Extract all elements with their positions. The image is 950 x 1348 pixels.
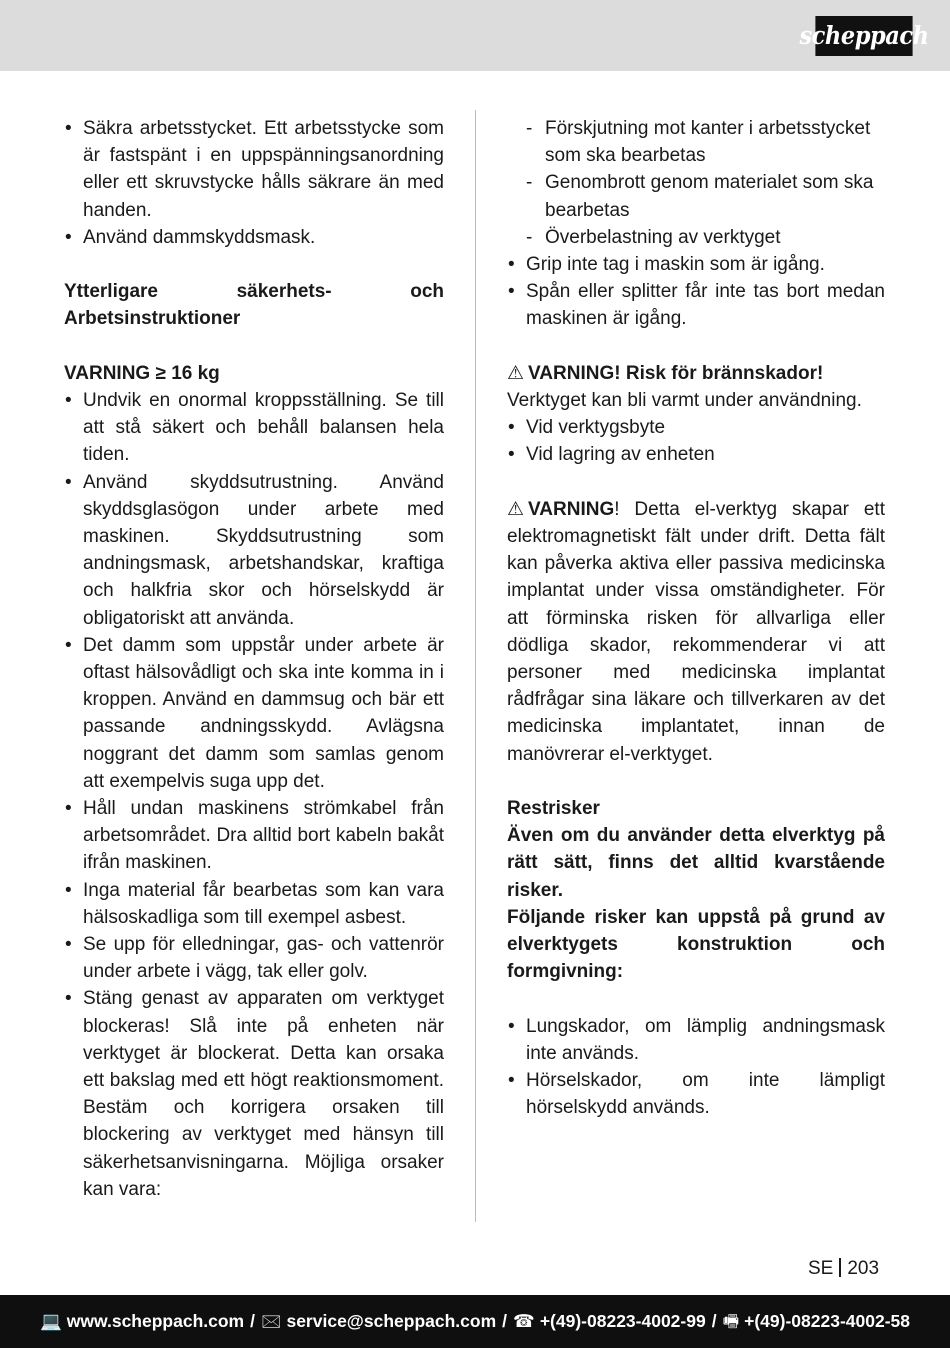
computer-icon: 💻 bbox=[39, 1310, 62, 1331]
residual-risks-causes: Följande risker kan uppstå på grund av elverktygets konstruktion och formgivning: bbox=[507, 906, 885, 983]
list-item: - Överbelastning av verktyget bbox=[525, 224, 885, 251]
list-item: • Använd dammskyddsmask. bbox=[64, 224, 444, 251]
phone-number[interactable]: +(49)-08223-4002-99 bbox=[539, 1310, 706, 1331]
footer-separator: / bbox=[250, 1310, 255, 1331]
residual-risks-list bbox=[507, 1013, 885, 1122]
footer-separator: / bbox=[711, 1310, 717, 1331]
em-warning-text: ! Detta el-verktyg skapar ett elektromagnetiskt fält under drift. Detta fält kan påverka aktiva eller passiva medicinska implantat under vissa omständigheter. För att förminska risken för allvarliga eller dödliga skador, rekommenderar vi att personer med medicinska implantat rådfrågar sina läkare och tillverkaren av det medicinska implantatet, innan de manövrerar el-verktyget. bbox=[507, 498, 885, 765]
website-link[interactable]: www.scheppach.com bbox=[66, 1310, 245, 1331]
scheppach-logo: scheppach bbox=[815, 16, 912, 56]
footer-contact-bar bbox=[0, 1295, 950, 1348]
residual-risks-heading: Restrisker bbox=[507, 798, 600, 820]
list-item: • Vid lagring av enheten bbox=[507, 441, 885, 468]
em-field-warning bbox=[507, 496, 885, 768]
residual-risks-intro: Även om du använder detta elverktyg på rätt sätt, finns det alltid kvarstående risker. bbox=[507, 825, 885, 901]
list-item: • Håll undan maskinens strömkabel från arbetsområdet. Dra alltid bort kabeln bakåt ifrån maskinen. bbox=[64, 795, 444, 877]
page-number bbox=[808, 1255, 879, 1282]
warning-triangle-icon: ⚠ bbox=[507, 498, 525, 520]
list-item: • Hörselskador, om inte lämpligt hörselskydd används. bbox=[507, 1067, 885, 1121]
em-warning-label: VARNING bbox=[528, 498, 615, 520]
list-item: • Stäng genast av apparaten om verktyget blockeras! Slå inte på enheten när verktyget är blockerat. Detta kan orsaka ett bakslag med ett högt reaktionsmoment. Bestäm och korrigera orsaken till blockering av verktyget med hänsyn till säkerhetsanvisningarna. Möjliga orsaker kan vara: bbox=[64, 985, 444, 1203]
list-item: • Spån eller splitter får inte tas bort medan maskinen är igång. bbox=[507, 278, 885, 332]
list-item: • Säkra arbetsstycket. Ett arbetsstycke som är fastspänt i en uppspänningsanordning eller ett skruvstycke hålls säkrare än med handen. bbox=[64, 115, 444, 224]
telephone-icon: ☎ bbox=[513, 1310, 535, 1331]
burn-warning-text: Verktyget kan bli varmt under användning. bbox=[507, 390, 862, 412]
list-item: • Det damm som uppstår under arbete är oftast hälsovådligt och ska inte komma in i kroppen. Använd en dammsug och bär ett passande andningsskydd. Avlägsna noggrant det damm som samlas genom att exempelvis suga upp det. bbox=[64, 632, 444, 795]
list-item: • Använd skyddsutrustning. Använd skyddsglasögon under arbete med maskinen. Skyddsutrustning som andningsmask, arbetshandskar, kraftiga och halkfria skor och hörselskydd är obligatoriskt att använda. bbox=[64, 469, 444, 632]
list-item: • Undvik en onormal kroppsställning. Se till att stå säkert och behåll balansen hela tiden. bbox=[64, 387, 444, 469]
list-item: • Lungskador, om lämplig andningsmask inte används. bbox=[507, 1013, 885, 1067]
warning-bullet-list bbox=[64, 387, 444, 1203]
right-column bbox=[507, 115, 885, 1121]
list-item: - Genombrott genom materialet som ska bearbetas bbox=[525, 169, 885, 223]
burn-warning-heading bbox=[507, 360, 885, 387]
section-heading: Ytterligare säkerhets- och Arbetsinstruktioner bbox=[64, 281, 444, 330]
burn-warning-title: VARNING! Risk för brännskador! bbox=[528, 362, 824, 384]
burn-warning-list bbox=[507, 414, 885, 468]
blockage-causes-list bbox=[525, 115, 885, 251]
envelope-icon: 🖂 bbox=[260, 1310, 282, 1331]
page-number-separator bbox=[839, 1258, 841, 1277]
operation-bullet-list bbox=[507, 251, 885, 333]
language-code: SE bbox=[808, 1258, 834, 1279]
list-item: • Grip inte tag i maskin som är igång. bbox=[507, 251, 885, 278]
column-divider bbox=[475, 110, 476, 1222]
list-item: • Se upp för elledningar, gas- och vattenrör under arbete i vägg, tak eller golv. bbox=[64, 931, 444, 985]
list-item: • Inga material får bearbetas som kan vara hälsoskadliga som till exempel asbest. bbox=[64, 877, 444, 931]
list-item: - Förskjutning mot kanter i arbetsstycket som ska bearbetas bbox=[525, 115, 885, 169]
fax-icon: 🖷 bbox=[722, 1310, 740, 1331]
header-band bbox=[0, 0, 950, 71]
list-item: • Vid verktygsbyte bbox=[507, 414, 885, 441]
fax-number: +(49)-08223-4002-58 bbox=[744, 1310, 911, 1331]
footer-separator: / bbox=[502, 1310, 508, 1331]
warning-triangle-icon: ⚠ bbox=[507, 362, 525, 384]
safety-bullet-list bbox=[64, 115, 444, 251]
page-number-value: 203 bbox=[847, 1258, 880, 1279]
email-link[interactable]: service@scheppach.com bbox=[286, 1310, 497, 1331]
weight-warning-heading: VARNING ≥ 16 kg bbox=[64, 362, 220, 384]
left-column bbox=[64, 115, 444, 1203]
